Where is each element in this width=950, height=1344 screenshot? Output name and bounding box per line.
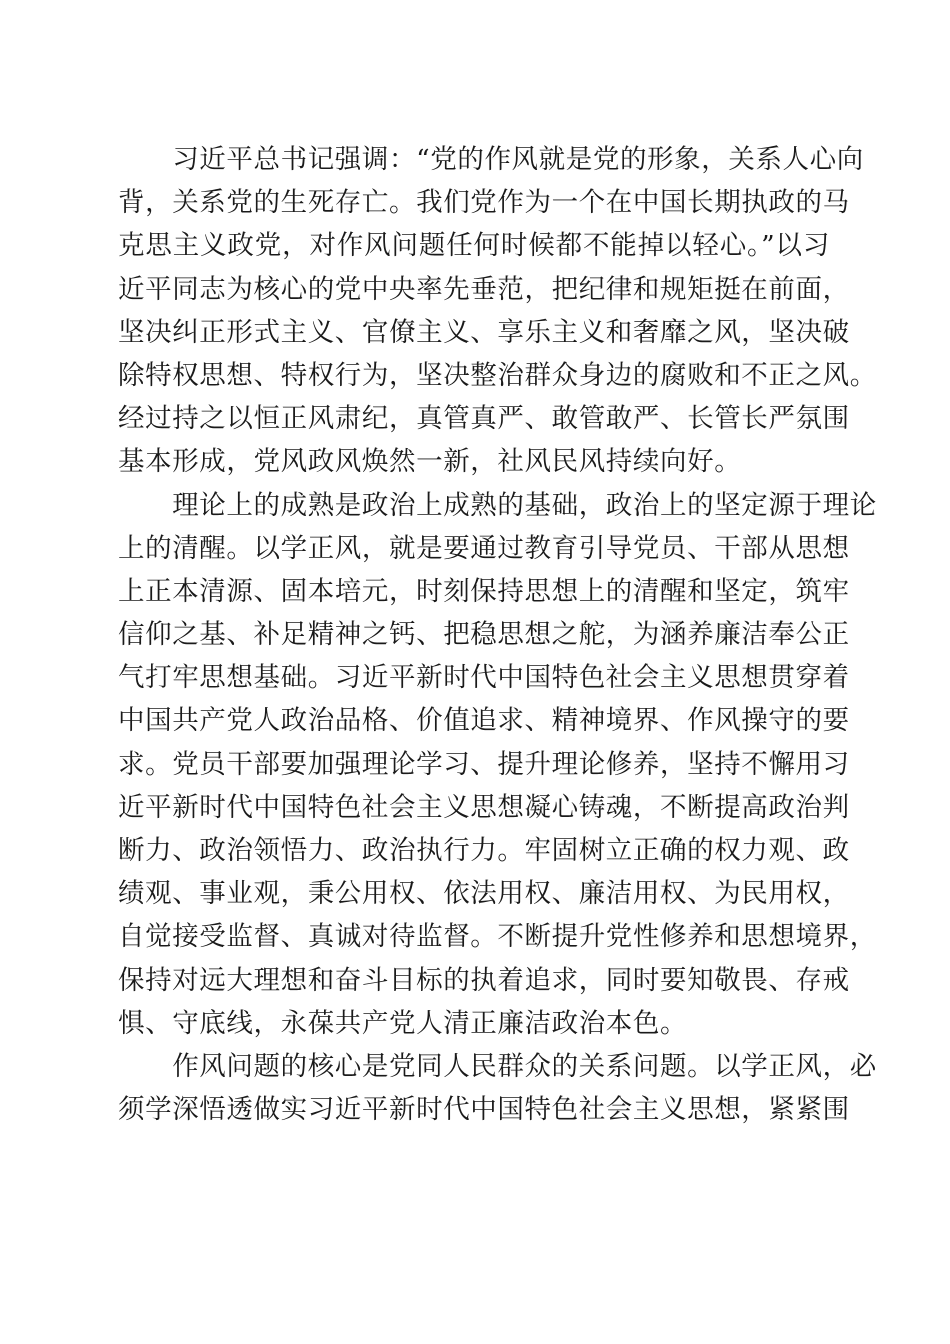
text-line: 惧、守底线，永葆共产党人清正廉洁政治本色。	[118, 1007, 688, 1039]
text-line: 经过持之以恒正风肃纪，真管真严、敢管敢严、长管长严氛围	[118, 403, 850, 435]
text-line: 习近平总书记强调：“党的作风就是党的形象，关系人心向	[118, 144, 864, 175]
text-line: 信仰之基、补足精神之钙、把稳思想之舵，为涵养廉洁奉公正	[118, 619, 850, 651]
text-line: 作风问题的核心是党同人民群众的关系问题。以学正风，必	[118, 1050, 877, 1082]
text-line: 背，关系党的生死存亡。我们党作为一个在中国长期执政的马	[118, 187, 850, 219]
document-body	[118, 138, 877, 1131]
text-line: 除特权思想、特权行为，坚决整治群众身边的腐败和不正之风。	[118, 359, 877, 391]
text-line: 绩观、事业观，秉公用权、依法用权、廉洁用权、为民用权，	[118, 878, 850, 910]
paragraph-3	[118, 1045, 877, 1131]
text-line: 断力、政治领悟力、政治执行力。牢固树立正确的权力观、政	[118, 835, 850, 866]
text-line: 克思主义政党，对作风问题任何时候都不能掉以轻心。”以习	[118, 230, 830, 262]
text-line: 理论上的成熟是政治上成熟的基础，政治上的坚定源于理论	[118, 489, 877, 521]
text-line: 自觉接受监督、真诚对待监督。不断提升党性修养和思想境界，	[118, 921, 877, 953]
text-line: 气打牢思想基础。习近平新时代中国特色社会主义思想贯穿着	[118, 662, 850, 694]
text-line: 上正本清源、固本培元，时刻保持思想上的清醒和坚定，筑牢	[118, 575, 850, 607]
paragraph-2	[118, 484, 877, 1045]
text-line: 上的清醒。以学正风，就是要通过教育引导党员、干部从思想	[118, 532, 850, 564]
text-line: 近平同志为核心的党中央率先垂范，把纪律和规矩挺在前面，	[118, 273, 850, 305]
text-line: 坚决纠正形式主义、官僚主义、享乐主义和奢靡之风，坚决破	[118, 316, 850, 348]
text-line: 保持对远大理想和奋斗目标的执着追求，同时要知敬畏、存戒	[118, 964, 850, 996]
text-line: 须学深悟透做实习近平新时代中国特色社会主义思想，紧紧围	[118, 1094, 850, 1126]
text-line: 求。党员干部要加强理论学习、提升理论修养，坚持不懈用习	[118, 748, 850, 780]
paragraph-1	[118, 138, 877, 484]
text-line: 基本形成，党风政风焕然一新，社风民风持续向好。	[118, 446, 742, 478]
text-line: 中国共产党人政治品格、价值追求、精神境界、作风操守的要	[118, 705, 850, 737]
text-line: 近平新时代中国特色社会主义思想凝心铸魂，不断提高政治判	[118, 791, 850, 823]
